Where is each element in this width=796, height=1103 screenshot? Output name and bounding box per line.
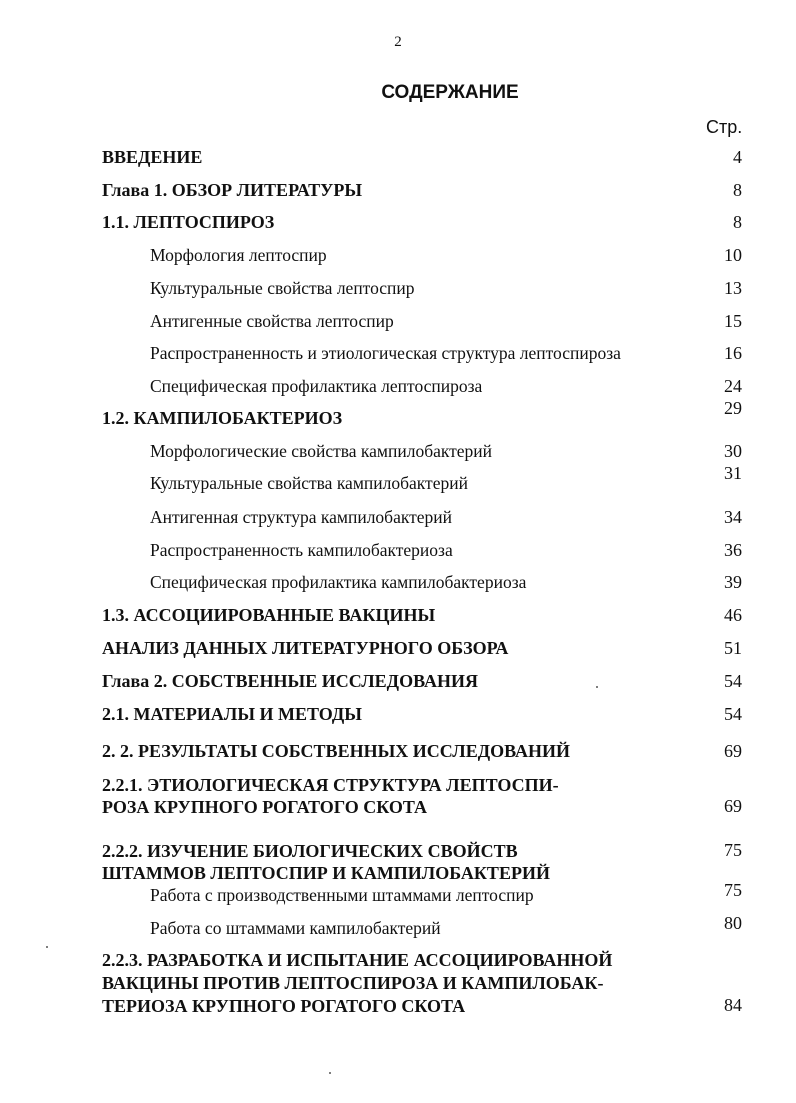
- toc-entry-label-line: ВАКЦИНЫ ПРОТИВ ЛЕПТОСПИРОЗА И КАМПИЛОБАК-: [102, 973, 604, 993]
- toc-entry-label-line: РОЗА КРУПНОГО РОГАТОГО СКОТА: [102, 797, 427, 817]
- toc-entry-page: 75: [724, 880, 742, 900]
- toc-entry-label: Морфологические свойства кампилобактерий: [150, 441, 493, 461]
- toc-entry-page: 46: [724, 605, 742, 625]
- toc-entry-label: Специфическая профилактика лептоспироза: [150, 376, 483, 396]
- scan-speck: [596, 686, 598, 688]
- page-column-header: Стр.: [706, 117, 743, 137]
- toc-entry-label-line: 2.2.1. ЭТИОЛОГИЧЕСКАЯ СТРУКТУРА ЛЕПТОСПИ-: [102, 775, 559, 795]
- toc-entry-page: 4: [733, 147, 742, 167]
- toc-entry-page: 30: [724, 441, 742, 461]
- toc-entry-label: 1.2. КАМПИЛОБАКТЕРИОЗ: [102, 408, 343, 428]
- toc-entry-label: 1.1. ЛЕПТОСПИРОЗ: [102, 212, 275, 232]
- toc-entry-label: Антигенные свойства лептоспир: [150, 311, 394, 331]
- toc-entry-page: 15: [724, 311, 742, 331]
- toc-entry-label: Распространенность и этиологическая структура лептоспироза: [150, 343, 621, 363]
- toc-entry-page: 69: [724, 796, 742, 816]
- toc-entry-label: Распространенность кампилобактериоза: [150, 540, 453, 560]
- page-title: СОДЕРЖАНИЕ: [381, 82, 519, 103]
- scan-speck: [329, 1072, 331, 1074]
- toc-entry-label: 1.3. АССОЦИИРОВАННЫЕ ВАКЦИНЫ: [102, 605, 436, 625]
- toc-entry-label: 2. 2. РЕЗУЛЬТАТЫ СОБСТВЕННЫХ ИССЛЕДОВАНИЙ: [102, 741, 570, 761]
- scan-speck: [46, 946, 48, 948]
- toc-entry-label: 2.1. МАТЕРИАЛЫ И МЕТОДЫ: [102, 704, 362, 724]
- toc-entry-page: 84: [724, 995, 742, 1015]
- toc-entry-page: 54: [724, 704, 742, 724]
- toc-entry-page: 34: [724, 507, 742, 527]
- toc-entry-label-line: 2.2.3. РАЗРАБОТКА И ИСПЫТАНИЕ АССОЦИИРОВАННОЙ: [102, 950, 613, 970]
- toc-entry-label: Культуральные свойства лептоспир: [150, 278, 415, 298]
- toc-entry-page: 13: [724, 278, 742, 298]
- toc-entry-page: 31: [724, 463, 742, 483]
- toc-entry-label: Культуральные свойства кампилобактерий: [150, 473, 468, 493]
- toc-entry-page: 51: [724, 638, 742, 658]
- toc-entry-label: Работа с производственными штаммами лептоспир: [150, 885, 534, 905]
- toc-entry-page: 10: [724, 245, 742, 265]
- toc-entry-page: 39: [724, 572, 742, 592]
- toc-entry-page: 24: [724, 376, 742, 396]
- toc-entry-label: АНАЛИЗ ДАННЫХ ЛИТЕРАТУРНОГО ОБЗОРА: [102, 638, 509, 658]
- toc-entry-page: 69: [724, 741, 742, 761]
- toc-entry-page: 54: [724, 671, 742, 691]
- toc-entry-label: Глава 2. СОБСТВЕННЫЕ ИССЛЕДОВАНИЯ: [102, 671, 478, 691]
- toc-entry-label: Морфология лептоспир: [150, 245, 327, 265]
- toc-entry-label-line: ШТАММОВ ЛЕПТОСПИР И КАМПИЛОБАКТЕРИЙ: [102, 863, 550, 883]
- toc-entry-label-line: ТЕРИОЗА КРУПНОГО РОГАТОГО СКОТА: [102, 996, 466, 1016]
- toc-entry-page: 80: [724, 913, 742, 933]
- toc-entry-page: 8: [733, 180, 742, 200]
- toc-entry-page: 29: [724, 398, 742, 418]
- toc-entry-label: Глава 1. ОБЗОР ЛИТЕРАТУРЫ: [102, 180, 363, 200]
- toc-entry-page: 8: [733, 212, 742, 232]
- toc-entry-label: ВВЕДЕНИЕ: [102, 147, 203, 167]
- toc-entry-label: Антигенная структура кампилобактерий: [150, 507, 453, 527]
- toc-entry-page: 75: [724, 840, 742, 860]
- toc-entry-label-line: 2.2.2. ИЗУЧЕНИЕ БИОЛОГИЧЕСКИХ СВОЙСТВ: [102, 841, 518, 861]
- toc-entry-label: Специфическая профилактика кампилобактериоза: [150, 572, 527, 592]
- toc-entry-page: 36: [724, 540, 742, 560]
- page-number: 2: [394, 34, 402, 50]
- toc-entry-label: Работа со штаммами кампилобактерий: [150, 918, 441, 938]
- toc-entry-page: 16: [724, 343, 742, 363]
